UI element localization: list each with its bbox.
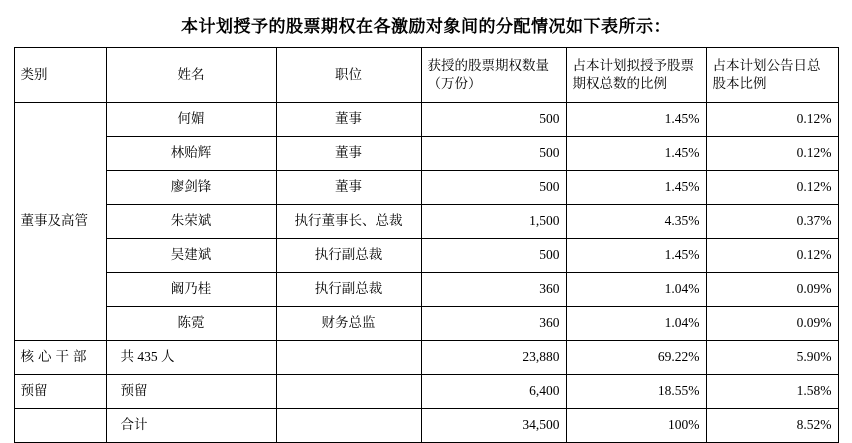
row-quantity: 500 xyxy=(421,239,566,273)
row-pct-of-capital: 5.90% xyxy=(706,341,838,375)
row-pct-of-capital: 0.37% xyxy=(706,205,838,239)
column-header-position: 职位 xyxy=(276,48,421,103)
row-position: 执行副总裁 xyxy=(276,273,421,307)
row-name: 廖剑锋 xyxy=(106,171,276,205)
row-pct-of-capital: 0.09% xyxy=(706,307,838,341)
row-name: 预留 xyxy=(106,375,276,409)
total-position xyxy=(276,409,421,443)
column-header-quantity: 获授的股票期权数量（万份） xyxy=(421,48,566,103)
row-position xyxy=(276,341,421,375)
row-pct-of-plan: 1.04% xyxy=(566,307,706,341)
row-pct-of-capital: 1.58% xyxy=(706,375,838,409)
row-name: 朱荣斌 xyxy=(106,205,276,239)
row-position: 董事 xyxy=(276,171,421,205)
table-row xyxy=(14,375,838,409)
page-title: 本计划授予的股票期权在各激励对象间的分配情况如下表所示： xyxy=(181,17,671,36)
total-category-blank xyxy=(14,409,106,443)
column-header-pct-of-capital: 占本计划公告日总股本比例 xyxy=(706,48,838,103)
row-position xyxy=(276,375,421,409)
row-pct-of-plan: 1.45% xyxy=(566,103,706,137)
row-pct-of-plan: 1.04% xyxy=(566,273,706,307)
row-quantity: 1,500 xyxy=(421,205,566,239)
table-row xyxy=(14,341,838,375)
row-quantity: 6,400 xyxy=(421,375,566,409)
row-pct-of-plan: 4.35% xyxy=(566,205,706,239)
table-row xyxy=(14,273,838,307)
row-quantity: 500 xyxy=(421,103,566,137)
table-header xyxy=(14,48,838,103)
row-quantity: 500 xyxy=(421,137,566,171)
row-pct-of-capital: 0.12% xyxy=(706,103,838,137)
table-row xyxy=(14,137,838,171)
table-row xyxy=(14,307,838,341)
row-pct-of-capital: 0.12% xyxy=(706,171,838,205)
table-header-row xyxy=(14,48,838,103)
row-pct-of-capital: 0.12% xyxy=(706,239,838,273)
row-quantity: 500 xyxy=(421,171,566,205)
row-pct-of-capital: 0.09% xyxy=(706,273,838,307)
total-label: 合计 xyxy=(106,409,276,443)
table-body xyxy=(14,103,838,443)
table-row xyxy=(14,205,838,239)
row-position: 财务总监 xyxy=(276,307,421,341)
row-position: 执行董事长、总裁 xyxy=(276,205,421,239)
row-name: 陈霓 xyxy=(106,307,276,341)
row-name: 何媚 xyxy=(106,103,276,137)
row-name: 共 435 人 xyxy=(106,341,276,375)
option-allocation-table xyxy=(14,47,839,443)
row-position: 董事 xyxy=(276,103,421,137)
table-row xyxy=(14,103,838,137)
column-header-pct-of-plan: 占本计划拟授予股票期权总数的比例 xyxy=(566,48,706,103)
row-pct-of-plan: 1.45% xyxy=(566,137,706,171)
row-position: 执行副总裁 xyxy=(276,239,421,273)
table-row-total xyxy=(14,409,838,443)
row-position: 董事 xyxy=(276,137,421,171)
table-row xyxy=(14,239,838,273)
total-quantity: 34,500 xyxy=(421,409,566,443)
row-category-reserved: 预留 xyxy=(14,375,106,409)
row-pct-of-plan: 1.45% xyxy=(566,171,706,205)
row-category-core-staff: 核心干部 xyxy=(14,341,106,375)
row-quantity: 360 xyxy=(421,273,566,307)
total-pct-of-plan: 100% xyxy=(566,409,706,443)
row-name: 吴建斌 xyxy=(106,239,276,273)
column-header-category: 类别 xyxy=(14,48,106,103)
row-pct-of-plan: 18.55% xyxy=(566,375,706,409)
row-pct-of-capital: 0.12% xyxy=(706,137,838,171)
column-header-name: 姓名 xyxy=(106,48,276,103)
row-pct-of-plan: 69.22% xyxy=(566,341,706,375)
row-quantity: 360 xyxy=(421,307,566,341)
row-pct-of-plan: 1.45% xyxy=(566,239,706,273)
table-row xyxy=(14,171,838,205)
row-name: 阚乃桂 xyxy=(106,273,276,307)
row-category-executives: 董事及高管 xyxy=(14,103,106,341)
row-name: 林贻辉 xyxy=(106,137,276,171)
total-pct-of-capital: 8.52% xyxy=(706,409,838,443)
row-quantity: 23,880 xyxy=(421,341,566,375)
